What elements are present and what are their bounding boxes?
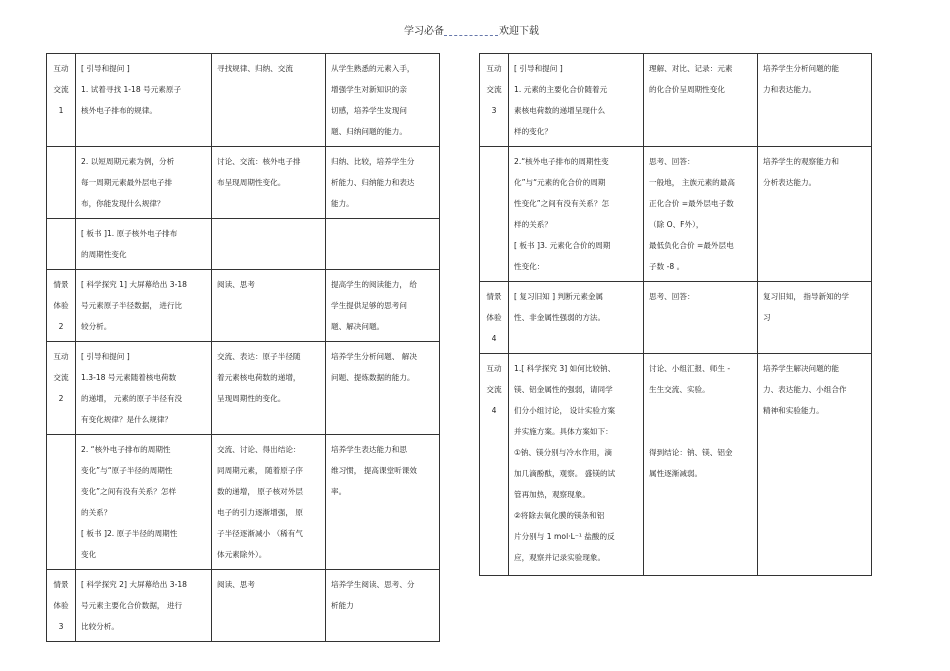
design-intent-cell: [326, 219, 440, 270]
design-intent-cell: 培养学生阅读、思考、分 析能力: [326, 570, 440, 642]
student-activity-cell: 讨论、交流：核外电子排 布呈现周期性变化。: [212, 147, 326, 219]
table-row: [480, 354, 872, 576]
teacher-activity-cell: [ 板书 ]1. 原子核外电子排布 的周期性变化: [76, 219, 212, 270]
design-intent-cell: 从学生熟悉的元素入手， 增强学生对新知识的亲 切感，培养学生发现问 题、归纳问题的能力。: [326, 54, 440, 147]
student-activity-cell: 寻找规律、归纳、交流: [212, 54, 326, 147]
design-intent-cell: 归纳、比较，培养学生分 析能力、归纳能力和表达 能力。: [326, 147, 440, 219]
stage-cell: 互动 交流 3: [480, 54, 509, 147]
student-activity-cell: 讨论、小组汇报、师生 - 生生交流、实验。 得到结论：钠、镁、铝金 属性逐渐减弱。: [644, 354, 758, 576]
teacher-activity-cell: [ 引导和提问 ] 1. 元素的主要化合价随着元 素核电荷数的递增呈现什么 样的变化？: [509, 54, 644, 147]
student-activity-cell: 思考、回答：: [644, 282, 758, 354]
stage-cell: 情景 体验 3: [47, 570, 76, 642]
stage-cell: [47, 435, 76, 570]
teacher-activity-cell: 1.[ 科学探究 3] 如何比较钠、 镁、铝金属性的强弱，请同学 们分小组讨论， 设计实验方案 并实施方案。具体方案如下： ①钠、镁分别与冷水作用，滴 加几滴酚酞，观察。 盛镁的试 管再加热，观察现象。 ②将除去氧化膜的镁条和铝 片分别与 1 mol·L⁻¹ 盐酸的反 应，观察并记录实验现象。: [509, 354, 644, 576]
stage-cell: [47, 219, 76, 270]
teacher-activity-cell: [ 引导和提问 ] 1. 试着寻找 1-18 号元素原子 核外电子排布的规律。: [76, 54, 212, 147]
table-row: [47, 270, 440, 342]
stage-cell: 互动 交流 4: [480, 354, 509, 576]
table-row: [480, 147, 872, 282]
stage-cell: 互动 交流 2: [47, 342, 76, 435]
table-row: [47, 435, 440, 570]
header-left-text: 学习必备: [404, 26, 444, 37]
stage-cell: 情景 体验 2: [47, 270, 76, 342]
teacher-activity-cell: [ 科学探究 2] 大屏幕给出 3-18 号元素主要化合价数据， 进行 比较分析。: [76, 570, 212, 642]
teacher-activity-cell: [ 引导和提问 ] 1.3-18 号元素随着核电荷数 的递增， 元素的原子半径有没 有变化规律？是什么规律？: [76, 342, 212, 435]
design-intent-cell: 培养学生分析问题的能 力和表达能力。: [758, 54, 872, 147]
table-row: [480, 54, 872, 147]
table-row: [47, 147, 440, 219]
teacher-activity-cell: 2. “核外电子排布的周期性 变化”与“原子半径的周期性 变化”之间有没有关系？怎样 的关系？ [ 板书 ]2. 原子半径的周期性 变化: [76, 435, 212, 570]
header-divider: [444, 35, 498, 36]
right-lesson-table: [479, 53, 872, 576]
left-lesson-table: [46, 53, 440, 642]
stage-cell: 情景 体验 4: [480, 282, 509, 354]
page-header: [404, 22, 554, 38]
student-activity-cell: 思考、回答： 一般地， 主族元素的最高 正化合价 =最外层电子数 （除 O、F外）， 最低负化合价 =最外层电 子数 -8 。: [644, 147, 758, 282]
table-row: [47, 54, 440, 147]
table-row: [47, 342, 440, 435]
header-right-text: 欢迎下载: [499, 26, 539, 37]
teacher-activity-cell: 2.“核外电子排布的周期性变 化”与“元素的化合价的周期 性变化”之间有没有关系？怎 样的关系？ [ 板书 ]3. 元素化合价的周期 性变化：: [509, 147, 644, 282]
table-row: [47, 570, 440, 642]
design-intent-cell: 培养学生解决问题的能 力、表达能力、小组合作 精神和实验能力。: [758, 354, 872, 576]
design-intent-cell: 复习旧知， 指导新知的学 习: [758, 282, 872, 354]
design-intent-cell: 培养学生表达能力和思 维习惯， 提高课堂听课效 率。: [326, 435, 440, 570]
stage-cell: [47, 147, 76, 219]
stage-cell: [480, 147, 509, 282]
design-intent-cell: 培养学生的观察能力和 分析表达能力。: [758, 147, 872, 282]
table-row: [47, 219, 440, 270]
teacher-activity-cell: 2. 以短周期元素为例，分析 每一周期元素最外层电子排 布，你能发现什么规律？: [76, 147, 212, 219]
student-activity-cell: [212, 219, 326, 270]
design-intent-cell: 培养学生分析问题、 解决 问题、提炼数据的能力。: [326, 342, 440, 435]
student-activity-cell: 理解、对比、记录：元素 的化合价呈周期性变化: [644, 54, 758, 147]
student-activity-cell: 阅读、思考: [212, 270, 326, 342]
table-row: [480, 282, 872, 354]
student-activity-cell: 交流、表达：原子半径随 着元素核电荷数的递增， 呈现周期性的变化。: [212, 342, 326, 435]
teacher-activity-cell: [ 复习旧知 ] 判断元素金属 性、非金属性强弱的方法。: [509, 282, 644, 354]
stage-cell: 互动 交流 1: [47, 54, 76, 147]
design-intent-cell: 提高学生的阅读能力， 给 学生提供足够的思考问 题、解决问题。: [326, 270, 440, 342]
student-activity-cell: 阅读、思考: [212, 570, 326, 642]
teacher-activity-cell: [ 科学探究 1] 大屏幕给出 3-18 号元素原子半径数据， 进行比 较分析。: [76, 270, 212, 342]
student-activity-cell: 交流、讨论、得出结论： 同周期元素， 随着原子序 数的递增， 原子核对外层 电子的引力逐渐增强， 原 子半径逐渐减小 （稀有气 体元素除外）。: [212, 435, 326, 570]
